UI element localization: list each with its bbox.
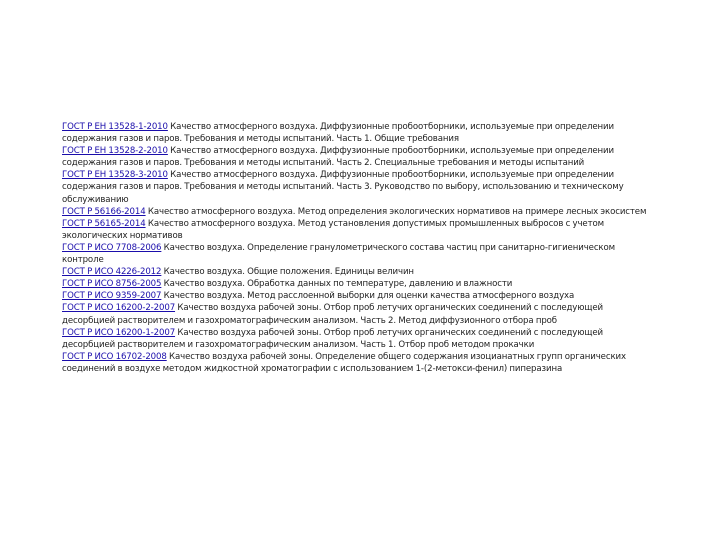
list-item [62,266,658,278]
list-item [62,278,658,290]
standards-list [62,121,658,375]
list-item [62,242,658,266]
standard-link[interactable]: ГОСТ Р ИСО 4226-2012 [62,267,162,278]
standard-title: Качество атмосферного воздуха. Метод определения экологических нормативов на примере лесных экосистем [145,206,647,217]
standard-title: Качество воздуха. Общие положения. Единицы величин [161,267,414,278]
standard-title: Качество атмосферного воздуха. Диффузионные пробоотборники, используемые при определении содержания газов и паров. Требования и методы испытаний. Часть 1. Общие требования [62,122,614,145]
list-item [62,145,658,169]
list-item [62,302,658,326]
standard-link[interactable]: ГОСТ Р ЕН 13528-1-2010 [62,122,168,132]
standard-title: Качество воздуха. Определение гранулометрического состава частиц при санитарно-гигиеническом контроле [62,242,615,266]
standard-title: Качество атмосферного воздуха. Диффузионные пробоотборники, используемые при определении содержания газов и паров. Требования и методы испытаний. Часть 2. Специальные требования и методы испытаний [62,146,614,169]
standard-title: Качество воздуха рабочей зоны. Отбор проб летучих органических соединений с последующей десорбцией растворителем и газохроматографическим анализом. Часть 2. Метод диффузионного отбора проб [62,303,603,326]
standard-link[interactable]: ГОСТ Р ИСО 16200-2-2007 [62,303,176,314]
standard-title: Качество атмосферного воздуха. Диффузионные пробоотборники, используемые при определении содержания газов и паров. Требования и методы испытаний. Часть 3. Руководство по выбору, использованию и техническому обслуживанию [62,170,624,205]
standard-link[interactable]: ГОСТ Р ИСО 7708-2006 [62,242,162,253]
standard-link[interactable]: ГОСТ Р ЕН 13528-3-2010 [62,170,168,181]
standard-link[interactable]: ГОСТ Р 56166-2014 [62,206,146,217]
standard-link[interactable]: ГОСТ Р 56165-2014 [62,218,146,229]
list-item [62,351,658,375]
list-item [62,169,658,205]
standard-title: Качество воздуха. Обработка данных по температуре, давлению и влажности [161,279,513,290]
list-item [62,218,658,242]
standard-link[interactable]: ГОСТ Р ИСО 16702-2008 [62,351,167,362]
standard-link[interactable]: ГОСТ Р ИСО 8756-2005 [62,279,162,290]
standard-title: Качество воздуха. Метод расслоенной выборки для оценки качества атмосферного воздуха [161,291,575,302]
standard-title: Качество атмосферного воздуха. Метод установления допустимых промышленных выбросов с учетом экологических нормативов [62,218,604,241]
standard-title: Качество воздуха рабочей зоны. Определение общего содержания изоцианатных групп органических соединений в воздухе методом жидкостной хроматографии с использованием 1-(2-метокси-фенил) пиперазина [62,351,626,374]
standard-link[interactable]: ГОСТ Р ИСО 9359-2007 [62,291,162,302]
standard-link[interactable]: ГОСТ Р ИСО 16200-1-2007 [62,327,176,338]
list-item [62,206,658,218]
standard-title: Качество воздуха рабочей зоны. Отбор проб летучих органических соединений с последующей десорбцией растворителем и газохроматографическим анализом. Часть 1. Отбор проб методом прокачки [62,327,603,350]
list-item [62,290,658,302]
list-item [62,121,658,145]
standard-link[interactable]: ГОСТ Р ЕН 13528-2-2010 [62,146,168,157]
list-item [62,327,658,351]
